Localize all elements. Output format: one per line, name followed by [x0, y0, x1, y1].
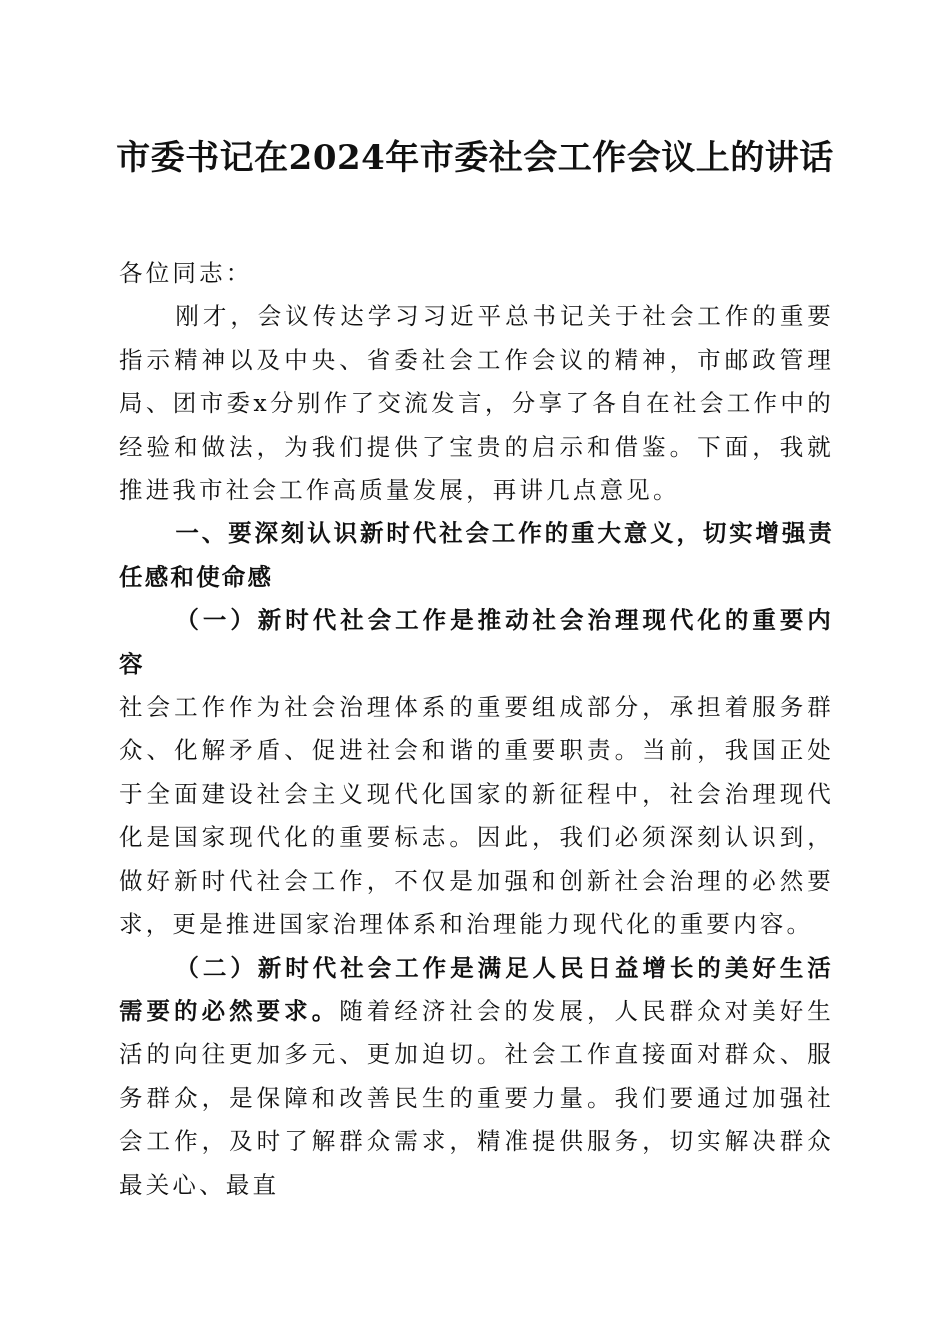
salutation: 各位同志：: [119, 259, 253, 287]
section-heading: 一、要深刻认识新时代社会工作的重大意义，切实增强责任感和使命感: [119, 519, 834, 591]
subsection-body-2: 随着经济社会的发展，人民群众对美好生活的向往更加多元、更加迫切。社会工作直接面对群众、服务群众，是保障和改善民生的重要力量。我们要通过加强社会工作，及时了解群众需求，精准提供服务，切实解决群众最关心、最直: [119, 996, 834, 1199]
subsection-heading-2: （二）新时代社会工作是满足人民日益增长的美好生活需要的必然要求。: [119, 953, 834, 1025]
document-body: [119, 252, 834, 1207]
document-title: 市委书记在2024年市委社会工作会议上的讲话: [116, 138, 834, 178]
subsection-paragraph-2: [119, 947, 834, 1207]
intro-paragraph: 刚才，会议传达学习习近平总书记关于社会工作的重要指示精神以及中央、省委社会工作会议的精神，市邮政管理局、团市委x分别作了交流发言，分享了各自在社会工作中的经验和做法，为我们提供了宝贵的启示和借鉴。下面，我就推进我市社会工作高质量发展，再讲几点意见。: [119, 302, 834, 505]
subsection-body-1: 社会工作作为社会治理体系的重要组成部分，承担着服务群众、化解矛盾、促进社会和谐的重要职责。当前，我国正处于全面建设社会主义现代化国家的新征程中，社会治理现代化是国家现代化的重要标志。因此，我们必须深刻认识到，做好新时代社会工作，不仅是加强和创新社会治理的必然要求，更是推进国家治理体系和治理能力现代化的重要内容。: [119, 693, 834, 939]
subsection-heading-1: （一）新时代社会工作是推动社会治理现代化的重要内容: [119, 606, 834, 678]
